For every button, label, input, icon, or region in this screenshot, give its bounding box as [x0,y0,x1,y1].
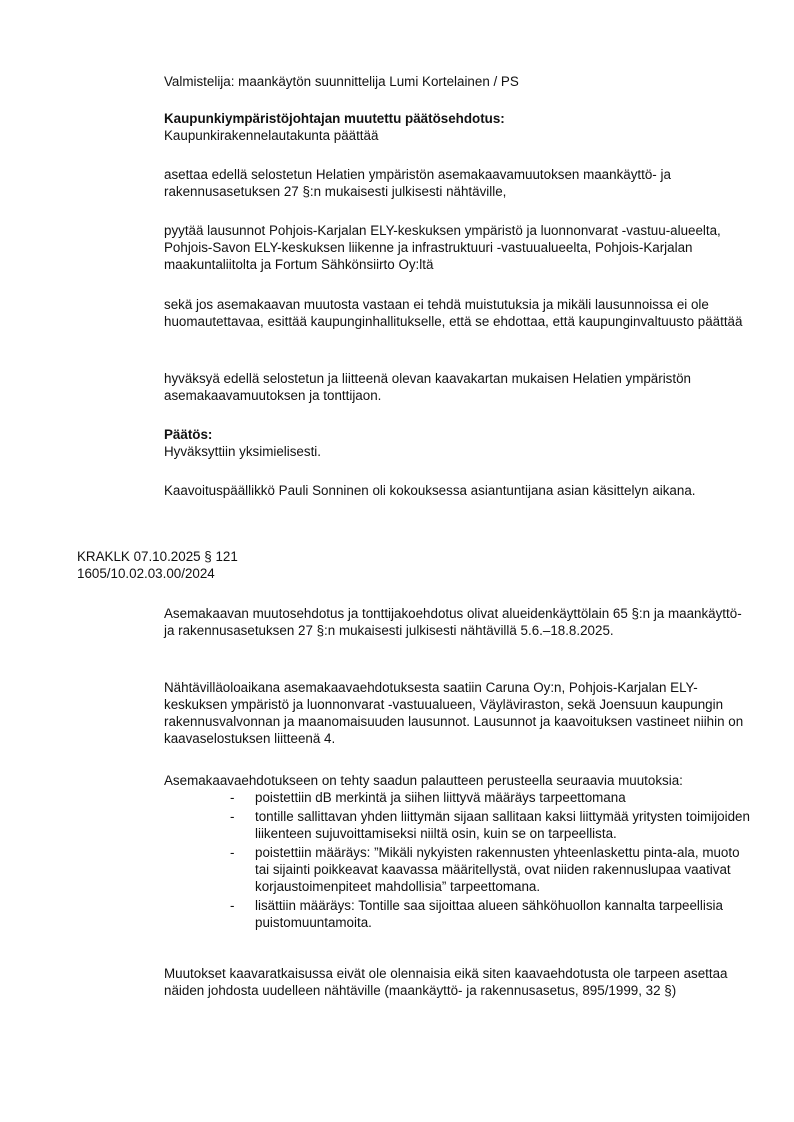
body-paragraph: Nähtävilläoloaikana asemakaavaehdotuksesta saatiin Caruna Oy:n, Pohjois-Karjalan ELY-keskuksen ympäristö ja luonnonvarat -vastuualueen, Väyläviraston, sekä Joensuun kaupungin rakennusvalvonnan ja maanomaisuuden lausunnot. Lausunnot ja kaavoituksen vastineet niihin on kaavaselostuksen liitteenä 4. [164,680,744,746]
changes-list [164,789,754,931]
list-item [164,789,754,806]
proposal-section [164,110,754,144]
meeting-id: KRAKLK 07.10.2025 § 121 [77,549,238,564]
changes-intro: Asemakaavaehdotukseen on tehty saadun palautteen perusteella seuraavia muutoksia: [164,773,683,788]
bullet-dash: - [230,809,235,824]
bullet-dash: - [230,790,235,805]
body-paragraph: Asemakaavan muutosehdotus ja tonttijakoehdotus olivat alueidenkäyttölain 65 §:n ja maankäyttö- ja rakennusasetuksen 27 §:n mukaisesti julkisesti nähtävillä 5.6.–18.8.2025. [164,606,742,638]
decision-section [164,426,754,460]
proposal-heading: Kaupunkiympäristöjohtajan muutettu päätösehdotus: [164,111,505,126]
list-item-text: poistettiin määräys: ”Mikäli nykyisten rakennusten yhteenlaskettu pinta-ala, muoto tai sijainti poikkeavat kaavassa määritellystä, ovat niiden rakennuslupaa vaativat korjaustoimenpiteet mahdollisia” tarpeettomana. [255,845,740,894]
case-number: 1605/10.02.03.00/2024 [77,566,215,581]
list-item-text: tontille sallittavan yhden liittymän sijaan sallitaan kaksi liittymää yritysten toimijoiden liikenteen sujuvoittamiseksi niiltä osin, kuin se on tarpeellista. [255,809,750,841]
bullet-dash: - [230,898,235,913]
body-paragraph: Muutokset kaavaratkaisussa eivät ole olennaisia eikä siten kaavaehdotusta ole tarpeen asettaa näiden johdosta uudelleen nähtäville (maankäyttö- ja rakennusasetus, 895/1999, 32 §) [164,966,728,998]
preparer-line: Valmistelija: maankäytön suunnittelija Lumi Kortelainen / PS [164,74,519,89]
list-item [164,897,754,931]
proposal-item: sekä jos asemakaavan muutosta vastaan ei tehdä muistutuksia ja mikäli lausunnoissa ei ole huomautettavaa, esittää kaupunginhallitukselle, että se ehdottaa, että kaupunginvaltuusto päättää [164,297,743,329]
meeting-reference [77,548,577,582]
list-item-text: poistettiin dB merkintä ja siihen liittyvä määräys tarpeettomana [255,790,626,805]
proposal-item: asettaa edellä selostetun Helatien ympäristön asemakaavamuutoksen maankäyttö- ja rakennusasetuksen 27 §:n mukaisesti julkisesti nähtäville, [164,167,671,199]
proposal-item: hyväksyä edellä selostetun ja liitteenä olevan kaavakartan mukaisen Helatien ympäristön asemakaavamuutoksen ja tonttijaon. [164,371,691,403]
bullet-dash: - [230,845,235,860]
changes-section [164,772,754,933]
decision-heading: Päätös: [164,427,213,442]
proposal-subject: Kaupunkirakennelautakunta päättää [164,128,379,143]
list-item [164,808,754,842]
decision-note: Kaavoituspäällikkö Pauli Sonninen oli kokouksessa asiantuntijana asian käsittelyn aikana. [164,483,696,498]
proposal-item: pyytää lausunnot Pohjois-Karjalan ELY-keskuksen ympäristö ja luonnonvarat -vastuu-alueelta, Pohjois-Savon ELY-keskuksen liikenne ja infrastruktuuri -vastuualueelta, Pohjois-Karjalan maakuntaliitolta ja Fortum Sähkönsiirto Oy:ltä [164,223,721,272]
list-item-text: lisättiin määräys: Tontille saa sijoittaa alueen sähköhuollon kannalta tarpeellisia puistomuuntamoita. [255,898,723,930]
list-item [164,844,754,895]
decision-text: Hyväksyttiin yksimielisesti. [164,444,321,459]
